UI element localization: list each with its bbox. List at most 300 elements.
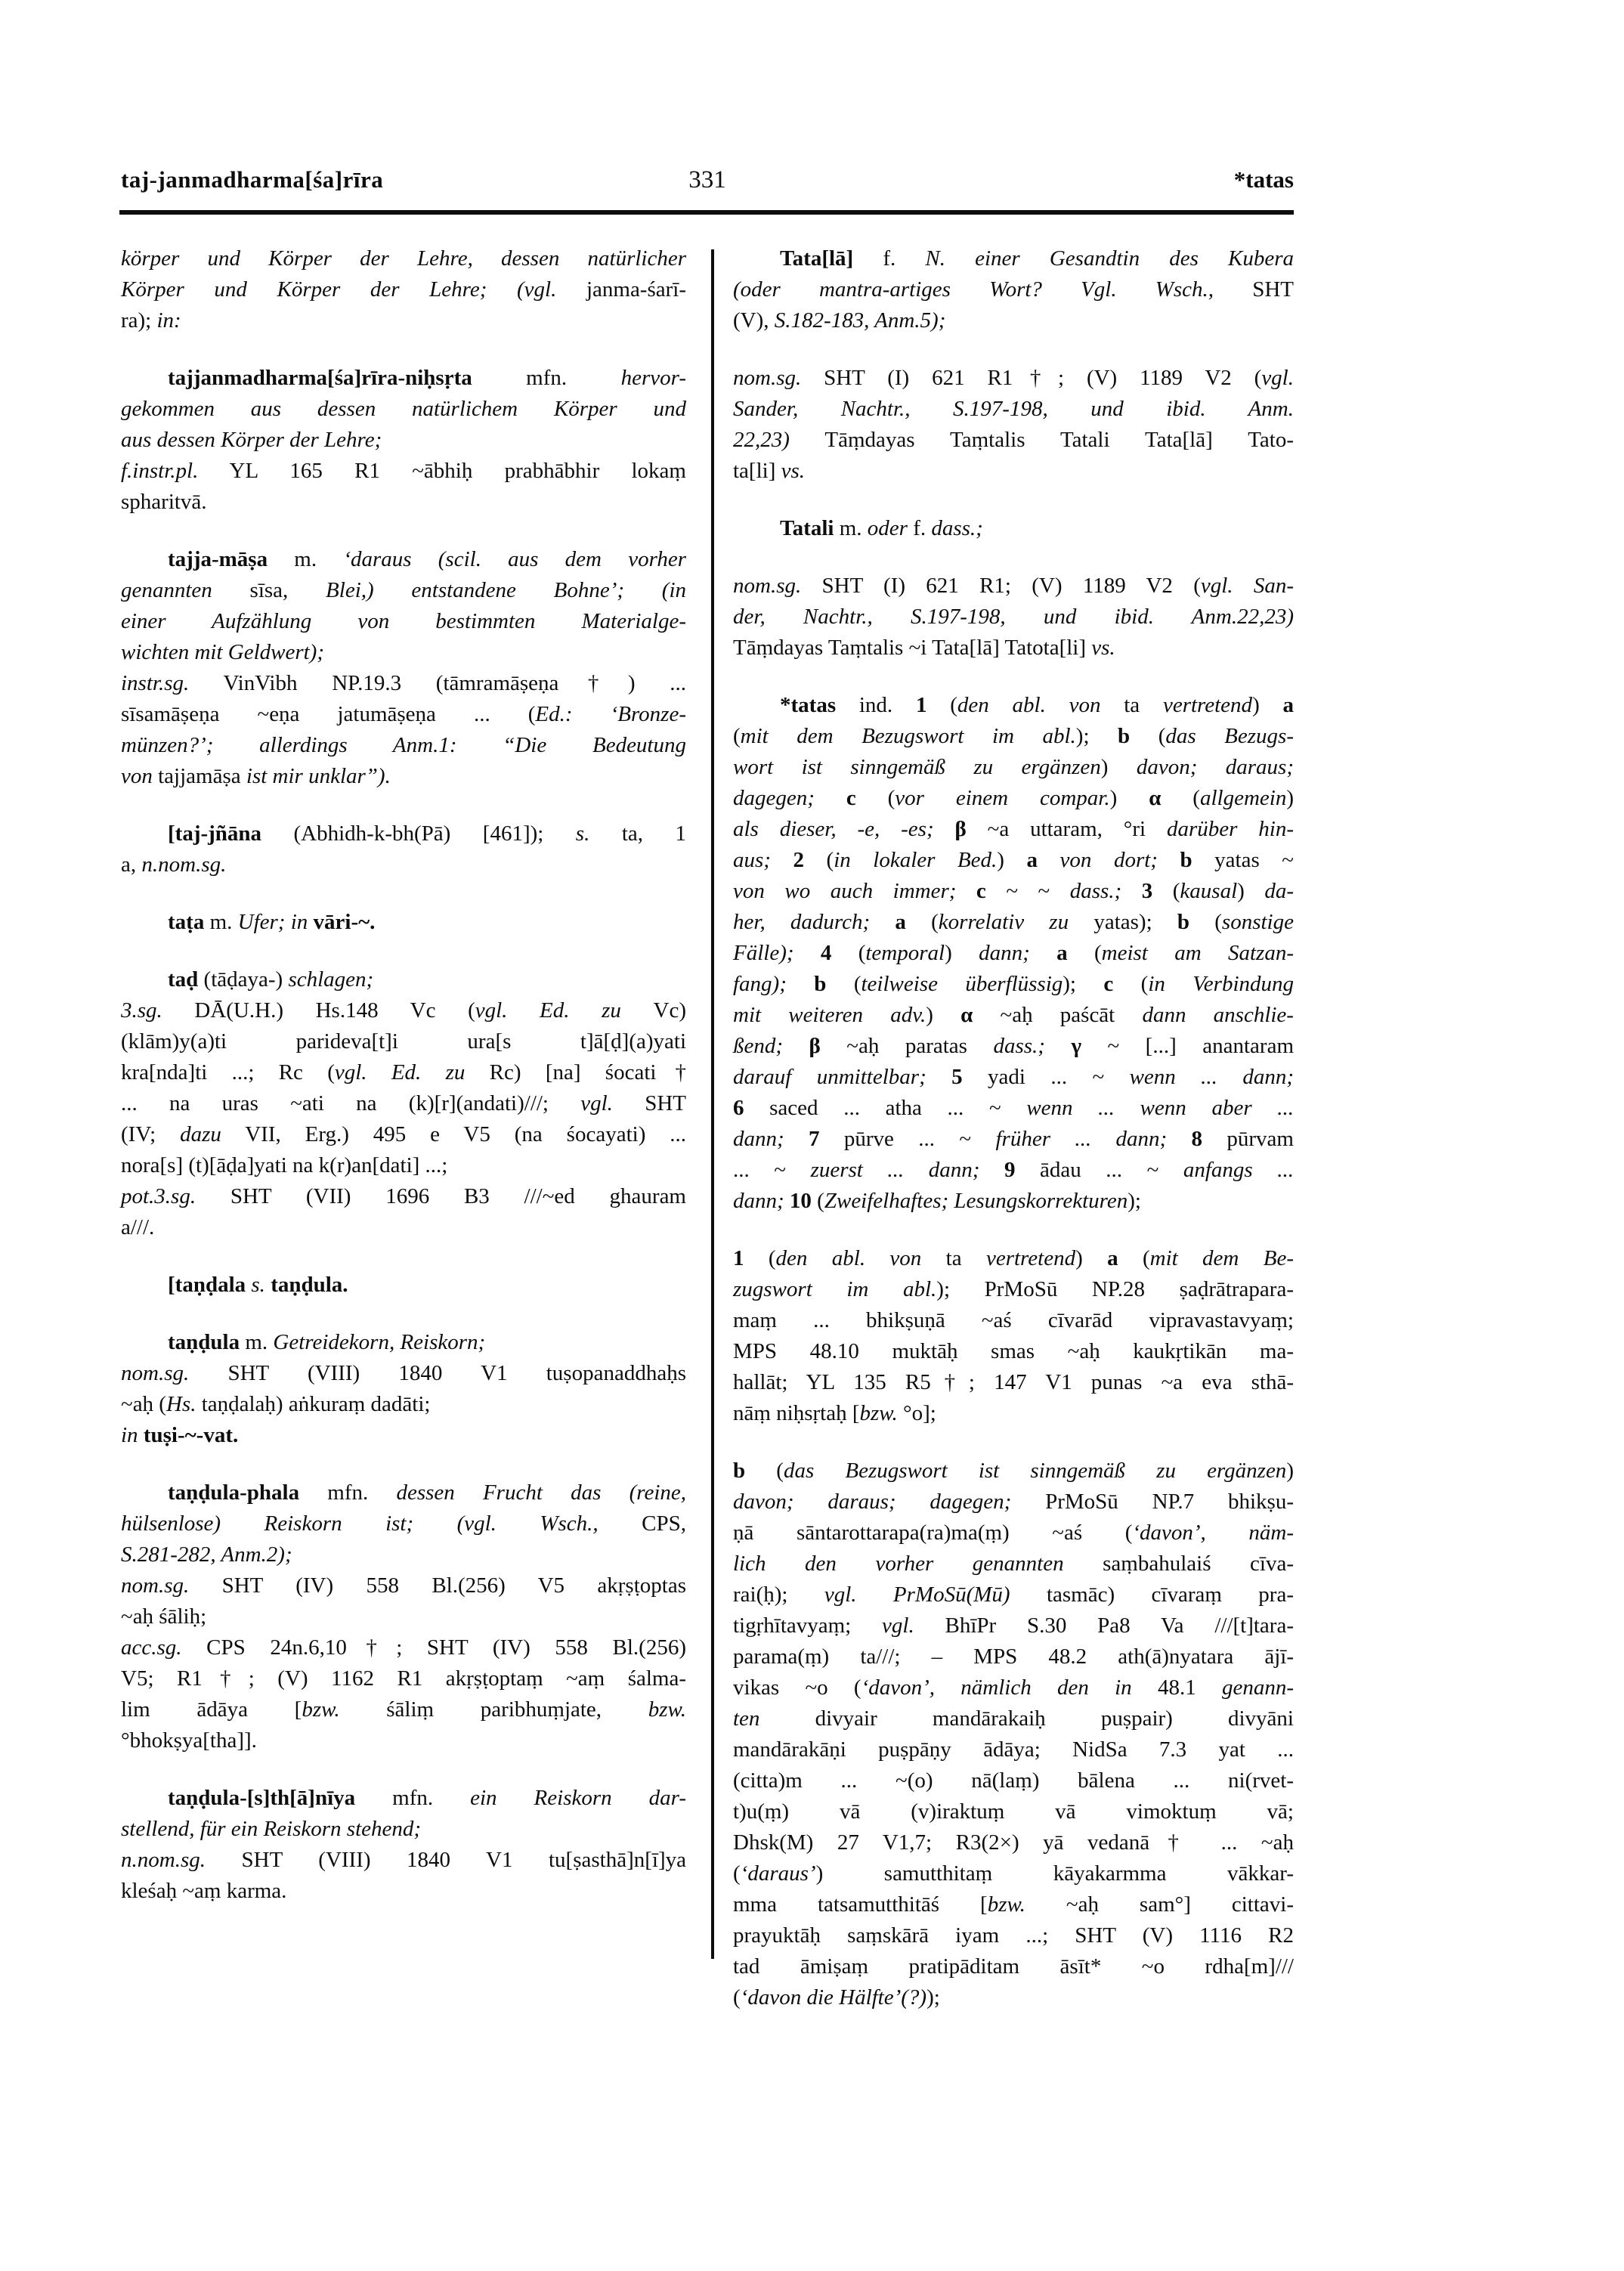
text-run: dass.; bbox=[993, 1034, 1072, 1058]
entry-paragraph bbox=[733, 1456, 1294, 2013]
text-run: hervor- bbox=[620, 366, 686, 390]
text-run: ra); bbox=[121, 308, 157, 333]
text-run: a bbox=[1026, 848, 1038, 872]
text-run: nom.sg. bbox=[733, 574, 802, 598]
text-run: temporal bbox=[865, 941, 945, 965]
text-run: mma tatsamutthitāś [ bbox=[733, 1892, 988, 1917]
text-line bbox=[733, 363, 1294, 394]
text-run: a bbox=[1282, 693, 1294, 717]
text-run: ßend; bbox=[733, 1034, 809, 1058]
text-line bbox=[121, 243, 686, 274]
text-line bbox=[121, 425, 686, 456]
text-line bbox=[733, 752, 1294, 783]
text-line bbox=[733, 1796, 1294, 1827]
text-run: körper und Körper der Lehre, dessen natürlicher bbox=[121, 246, 686, 271]
text-line bbox=[733, 1000, 1294, 1031]
text-line bbox=[121, 1783, 686, 1814]
text-line bbox=[121, 699, 686, 730]
text-run: 1 bbox=[915, 693, 927, 717]
text-run: von dort; bbox=[1038, 848, 1180, 872]
text-line bbox=[121, 1725, 686, 1756]
text-run: 3.sg. bbox=[121, 998, 162, 1023]
text-run: vs. bbox=[781, 459, 806, 483]
text-run: β bbox=[954, 817, 967, 841]
text-run: ( bbox=[1113, 972, 1149, 996]
text-run: vikas ~o ( bbox=[733, 1675, 861, 1700]
text-line bbox=[733, 1186, 1294, 1217]
text-run: ) bbox=[1286, 1459, 1294, 1483]
text-run: mandārakāṇi puṣpāṇy ādāya; NidSa 7.3 yat ... bbox=[733, 1737, 1294, 1762]
text-run: ( bbox=[1189, 910, 1222, 934]
text-run: f. bbox=[907, 516, 932, 540]
text-run: f. bbox=[853, 246, 926, 271]
text-run: aus dessen Körper der Lehre; bbox=[121, 428, 382, 452]
text-run: b bbox=[733, 1459, 746, 1483]
text-line bbox=[121, 964, 686, 995]
text-line bbox=[733, 1579, 1294, 1610]
text-line bbox=[733, 876, 1294, 907]
text-line bbox=[733, 690, 1294, 721]
text-run: Rc) [na] śocati† bbox=[489, 1060, 686, 1084]
entry-paragraph bbox=[733, 571, 1294, 664]
text-run: ... na uras ~ati na (k)[r](andati)///; bbox=[121, 1091, 581, 1115]
text-run: ten bbox=[733, 1706, 815, 1731]
text-run: ( bbox=[744, 1246, 776, 1270]
text-run: (oder mantra-artiges Wort? Vgl. Wsch., bbox=[733, 277, 1253, 302]
text-run: YL 165 R1 ~ābhiḥ prabhābhir lokaṃ bbox=[198, 459, 686, 483]
text-run: dass.; bbox=[931, 516, 983, 540]
text-run: schlagen; bbox=[288, 967, 374, 992]
text-run: ( bbox=[905, 910, 939, 934]
text-run: SHT (VII) 1696 B3 ///~ed ghauram bbox=[196, 1184, 686, 1208]
text-run: ta, 1 bbox=[589, 821, 686, 846]
text-run: °bhokṣya[tha]]. bbox=[121, 1728, 257, 1753]
text-run: b bbox=[814, 972, 827, 996]
text-run: gekommen aus dessen natürlichem Körper und bbox=[121, 397, 686, 421]
text-run: ( bbox=[1130, 724, 1166, 748]
entry-paragraph bbox=[121, 818, 686, 880]
text-run: meist am Satzan- bbox=[1101, 941, 1294, 965]
text-run: ~aḥ śāliḥ; bbox=[121, 1604, 207, 1629]
text-run: ); bbox=[926, 1985, 940, 2010]
text-run: ‘daraus’ bbox=[740, 1861, 816, 1886]
text-run: wenn ... dann; bbox=[1129, 1065, 1294, 1089]
text-run: nāṃ niḥsṛtaḥ [ bbox=[733, 1401, 860, 1425]
text-line bbox=[121, 363, 686, 394]
text-run: 48.1 bbox=[1157, 1675, 1196, 1700]
text-run: einer Aufzählung von bestimmten Materialge- bbox=[121, 609, 686, 633]
text-run: früher ... dann; bbox=[995, 1127, 1192, 1151]
text-run: ( bbox=[926, 693, 957, 717]
text-line bbox=[733, 969, 1294, 1000]
text-run: taṇḍula bbox=[168, 1330, 240, 1354]
text-line bbox=[733, 305, 1294, 336]
text-run: wenn ... wenn aber ... bbox=[1026, 1096, 1295, 1120]
text-run: taṇḍula. bbox=[264, 1273, 348, 1297]
text-run: ); bbox=[1128, 1189, 1141, 1213]
text-run: ( bbox=[745, 1459, 784, 1483]
text-run: wort ist sinngemäß zu ergänzen bbox=[733, 755, 1101, 779]
text-run: Fälle); bbox=[733, 941, 821, 965]
text-line bbox=[121, 1570, 686, 1601]
text-line bbox=[121, 849, 686, 880]
text-line bbox=[733, 1920, 1294, 1951]
text-run: tuṣi-~-vat. bbox=[143, 1423, 239, 1447]
text-run: m. bbox=[268, 547, 344, 571]
text-line bbox=[733, 243, 1294, 274]
text-run: nom.sg. bbox=[121, 1361, 190, 1385]
text-run: dagegen; bbox=[733, 786, 846, 810]
text-run: in: bbox=[156, 308, 181, 333]
text-line bbox=[121, 1508, 686, 1539]
text-run: ādau ... ~ bbox=[1015, 1158, 1183, 1182]
text-run: ind. bbox=[836, 693, 916, 717]
text-run: allgemein bbox=[1199, 786, 1287, 810]
text-run: vgl. bbox=[882, 1614, 914, 1638]
text-run: SHT (I) 621 R1; (V) 1189 V2 ( bbox=[801, 574, 1201, 598]
text-run: a bbox=[1107, 1246, 1118, 1270]
text-run: S.281-282, Anm.2); bbox=[121, 1542, 292, 1567]
text-run: maṃ ... bhikṣuṇā ~aś cīvarād vipravastavyaṃ; bbox=[733, 1308, 1294, 1332]
text-line bbox=[121, 1119, 686, 1150]
text-run: ‘davon’, nämlich den in bbox=[861, 1675, 1158, 1700]
text-line bbox=[733, 1398, 1294, 1429]
text-line bbox=[733, 1155, 1294, 1186]
text-run: °o]; bbox=[897, 1401, 936, 1425]
text-line bbox=[733, 783, 1294, 814]
text-line bbox=[121, 575, 686, 606]
text-run: ‘davon die Hälfte’(?) bbox=[740, 1985, 927, 2010]
header-rule bbox=[119, 210, 1294, 215]
text-run: [taj-jñāna bbox=[168, 821, 262, 846]
entry-paragraph bbox=[733, 243, 1294, 336]
text-line bbox=[121, 1150, 686, 1181]
text-run: hallāt; YL 135 R5†; 147 V1 punas ~a eva sthā- bbox=[733, 1370, 1294, 1394]
text-run: SHT (VIII) 1840 V1 tu[ṣasthā]n[ī]ya bbox=[205, 1848, 686, 1872]
text-run: nom.sg. bbox=[121, 1573, 190, 1598]
text-run: wichten mit Geldwert); bbox=[121, 640, 325, 664]
text-run: ( bbox=[733, 1861, 741, 1886]
text-run: ( bbox=[826, 972, 861, 996]
text-run: yadi ... ~ bbox=[962, 1065, 1130, 1089]
text-run: sonstige bbox=[1221, 910, 1294, 934]
text-run: ) samutthitaṃ kāyakarmma vākkar- bbox=[815, 1861, 1294, 1886]
text-run: śāliṃ paribhuṃjate, bbox=[339, 1697, 648, 1722]
text-run: ta[li] bbox=[733, 459, 781, 483]
entry-paragraph bbox=[121, 1327, 686, 1358]
text-line bbox=[733, 1549, 1294, 1579]
text-line bbox=[121, 1663, 686, 1694]
text-run: 8 bbox=[1191, 1127, 1203, 1151]
text-run: ein Reiskorn dar- bbox=[470, 1786, 686, 1810]
text-run: tasmāc) cīvaraṃ pra- bbox=[1010, 1583, 1294, 1607]
text-run: prayuktāḥ saṃskārā iyam ...; SHT (V) 1116 R2 bbox=[733, 1923, 1294, 1948]
text-run: den abl. von bbox=[775, 1246, 946, 1270]
text-run: ) bbox=[1286, 786, 1294, 810]
running-header bbox=[121, 163, 1294, 196]
text-line bbox=[121, 1601, 686, 1632]
text-run: ); bbox=[1075, 724, 1118, 748]
text-run: vgl. PrMoSū(Mū) bbox=[824, 1583, 1010, 1607]
text-line bbox=[121, 1814, 686, 1845]
text-run: ) bbox=[1252, 693, 1283, 717]
text-line bbox=[121, 544, 686, 575]
text-line bbox=[121, 818, 686, 849]
text-run: tajja-māṣa bbox=[168, 547, 268, 571]
text-run: ) bbox=[1237, 879, 1265, 903]
text-run: parama(ṃ) ta///; – MPS 48.2 ath(ā)nyatara ājī- bbox=[733, 1644, 1294, 1669]
text-line bbox=[121, 1212, 686, 1243]
text-run: ) bbox=[1075, 1246, 1108, 1270]
text-run: das Bezugswort ist sinngemäß zu ergänzen bbox=[783, 1459, 1287, 1483]
text-run: zugswort im abl. bbox=[733, 1277, 937, 1301]
text-run: bzw. bbox=[302, 1697, 340, 1722]
text-run: 7 bbox=[809, 1127, 820, 1151]
text-line bbox=[121, 1420, 686, 1451]
text-run: dann; bbox=[733, 1127, 809, 1151]
text-run: dass.; bbox=[1069, 879, 1142, 903]
entry-paragraph bbox=[121, 1477, 686, 1570]
text-run: SHT bbox=[1252, 277, 1294, 302]
text-run: saced ... atha ... ~ bbox=[744, 1096, 1027, 1120]
text-line bbox=[121, 1389, 686, 1420]
text-run: 2 bbox=[793, 848, 804, 872]
text-run: b bbox=[1118, 724, 1131, 748]
text-run: ( bbox=[1118, 1246, 1150, 1270]
text-run: dann; bbox=[733, 1189, 790, 1213]
text-run: f.instr.pl. bbox=[121, 459, 199, 483]
entry-paragraph bbox=[121, 1420, 686, 1451]
text-line bbox=[733, 1827, 1294, 1858]
text-run: (citta)m ... ~(o) nā(laṃ) bālena ... ni(rvet- bbox=[733, 1768, 1294, 1793]
text-line bbox=[733, 1274, 1294, 1305]
text-line bbox=[121, 487, 686, 518]
text-run: acc.sg. bbox=[121, 1635, 182, 1660]
text-line bbox=[733, 602, 1294, 633]
text-line bbox=[733, 938, 1294, 969]
text-run: ( bbox=[811, 1189, 824, 1213]
text-run: taṇḍula-[s]th[ā]nīya bbox=[168, 1786, 356, 1810]
text-line bbox=[733, 1336, 1294, 1367]
text-line bbox=[733, 907, 1294, 938]
text-run: spharitvā. bbox=[121, 490, 207, 514]
entry-paragraph bbox=[121, 544, 686, 668]
text-run: korrelativ zu bbox=[938, 910, 1094, 934]
text-run: vāri-~. bbox=[313, 910, 376, 934]
text-line bbox=[733, 1703, 1294, 1734]
running-head-right: *tatas bbox=[1233, 166, 1294, 193]
text-run: a bbox=[1056, 941, 1068, 965]
entry-paragraph bbox=[121, 1783, 686, 1845]
text-run: (V), bbox=[733, 308, 775, 333]
text-run: mit dem Bezugswort im abl. bbox=[740, 724, 1076, 748]
text-run: da- bbox=[1264, 879, 1294, 903]
text-run: mfn. bbox=[472, 366, 621, 390]
text-line bbox=[121, 1026, 686, 1057]
text-line bbox=[733, 1243, 1294, 1274]
text-line bbox=[733, 633, 1294, 664]
text-run: vertretend bbox=[961, 1246, 1076, 1270]
text-run: tigṛhītavyaṃ; bbox=[733, 1614, 883, 1638]
entry-paragraph bbox=[121, 1181, 686, 1243]
text-run: vertretend bbox=[1140, 693, 1253, 717]
text-run: (tāḍaya-) bbox=[198, 967, 289, 992]
text-line bbox=[121, 1270, 686, 1301]
text-run: Sander, Nachtr., S.197-198, und ibid. Anm. bbox=[733, 397, 1294, 421]
text-run: 1 bbox=[733, 1246, 744, 1270]
page-number: 331 bbox=[688, 166, 726, 193]
text-run: tad āmiṣaṃ pratipāditam āsīt* ~o rdha[m]/// bbox=[733, 1954, 1294, 1979]
text-run: vor einem compar. bbox=[895, 786, 1110, 810]
text-run: vgl. Ed. zu bbox=[475, 998, 654, 1023]
text-run: ( bbox=[1067, 941, 1102, 965]
text-run: 4 bbox=[820, 941, 832, 965]
text-line bbox=[121, 1845, 686, 1876]
text-run: ~aḥ paścāt bbox=[973, 1003, 1143, 1027]
text-run: ( bbox=[855, 786, 896, 810]
text-run: MPS 48.10 muktāḥ smas ~aḥ kaukṛtikān ma- bbox=[733, 1339, 1294, 1363]
text-run: der, Nachtr., S.197-198, und ibid. Anm.22,23) bbox=[733, 605, 1294, 629]
text-run: Tatali bbox=[780, 516, 834, 540]
text-run: dann; bbox=[979, 941, 1057, 965]
text-run: dazu bbox=[180, 1122, 221, 1146]
text-line bbox=[121, 456, 686, 487]
text-run: ‘davon’, näm- bbox=[1132, 1521, 1294, 1545]
text-run: a///. bbox=[121, 1215, 155, 1239]
text-line bbox=[121, 1057, 686, 1088]
text-run: nom.sg. bbox=[733, 366, 802, 390]
text-run: ) bbox=[997, 848, 1027, 872]
text-line bbox=[733, 1610, 1294, 1641]
text-line bbox=[733, 1062, 1294, 1093]
text-run: ... ~ bbox=[733, 1158, 811, 1182]
text-run: CPS, bbox=[642, 1511, 686, 1536]
text-run: ta bbox=[945, 1246, 962, 1270]
text-run: ); bbox=[1063, 972, 1104, 996]
text-run: ~ [...] anantaram bbox=[1081, 1034, 1294, 1058]
text-run: bzw. bbox=[987, 1892, 1025, 1917]
text-line bbox=[733, 1951, 1294, 1982]
text-run: Zweifelhaftes; Lesungskorrekturen bbox=[824, 1189, 1128, 1213]
text-run: c bbox=[976, 879, 986, 903]
text-run: taṭa bbox=[168, 910, 205, 934]
text-run: c bbox=[1103, 972, 1114, 996]
text-run: ~aḥ ( bbox=[121, 1392, 166, 1416]
text-run: Hs. bbox=[165, 1392, 196, 1416]
text-run: münzen?’; allerdings Anm.1: “Die Bedeutung bbox=[121, 733, 686, 757]
entry-paragraph bbox=[733, 1243, 1294, 1429]
text-run: BhīPr S.30 Pa8 Va ///[t]tara- bbox=[914, 1614, 1294, 1638]
text-line bbox=[733, 1031, 1294, 1062]
text-run: Dhsk(M) 27 V1,7; R3(2×) yā vedanā† ... ~aḥ bbox=[733, 1830, 1294, 1855]
text-run: vgl. bbox=[1261, 366, 1294, 390]
text-run: tajjanmadharma[śa]rīra-niḥsṛta bbox=[168, 366, 472, 390]
text-run: Körper und Körper der Lehre; (vgl. bbox=[121, 277, 586, 302]
text-run: taṇḍalaḥ) aṅkuraṃ dadāti; bbox=[196, 1392, 431, 1416]
text-run: darauf unmittelbar; bbox=[733, 1065, 952, 1089]
text-line bbox=[121, 1181, 686, 1212]
entry-paragraph bbox=[121, 1570, 686, 1632]
text-run: V5; R1†; (V) 1162 R1 akṛṣṭoptaṃ ~aṃ śalma- bbox=[121, 1666, 686, 1691]
text-line bbox=[733, 1734, 1294, 1765]
text-run: ( bbox=[733, 724, 741, 748]
text-run: ṇā sāntarottarapa(ra)ma(ṃ) ~aś ( bbox=[733, 1521, 1133, 1545]
text-run: dann anschlie- bbox=[1142, 1003, 1294, 1027]
text-line bbox=[733, 1982, 1294, 2013]
text-line bbox=[121, 305, 686, 336]
text-line bbox=[733, 513, 1294, 544]
text-run: ~ ~ bbox=[985, 879, 1070, 903]
text-run: SHT (VIII) 1840 V1 tuṣopanaddhaḥs bbox=[189, 1361, 686, 1385]
text-run: taṇḍula-phala bbox=[168, 1480, 300, 1505]
text-run: Tāṃdayas Taṃtalis Tatali Tata[lā] Tato- bbox=[789, 428, 1294, 452]
text-run: davon; daraus; bbox=[1136, 755, 1294, 779]
text-run: (Abhidh-k-bh(Pā) [461]); bbox=[261, 821, 576, 846]
text-run: als dieser, -e, -es; bbox=[733, 817, 955, 841]
text-run: das Bezugs- bbox=[1165, 724, 1294, 748]
entry-paragraph bbox=[121, 243, 686, 336]
text-line bbox=[733, 1487, 1294, 1518]
text-run: taḍ bbox=[168, 967, 199, 992]
text-line bbox=[733, 1124, 1294, 1155]
text-line bbox=[733, 1305, 1294, 1336]
text-run: ( bbox=[733, 1985, 741, 2010]
text-line bbox=[733, 456, 1294, 487]
text-line bbox=[121, 761, 686, 792]
entry-paragraph bbox=[121, 907, 686, 938]
text-line bbox=[733, 1765, 1294, 1796]
text-run: fang); bbox=[733, 972, 815, 996]
text-run: N. einer Gesandtin des Kubera bbox=[925, 246, 1294, 271]
text-run: S.182-183, Anm.5); bbox=[774, 308, 946, 333]
text-run: a bbox=[895, 910, 906, 934]
entry-paragraph bbox=[121, 995, 686, 1181]
entry-paragraph bbox=[121, 1632, 686, 1756]
text-run: von bbox=[121, 764, 159, 788]
text-line bbox=[121, 1539, 686, 1570]
text-line bbox=[121, 274, 686, 305]
text-line bbox=[121, 1327, 686, 1358]
text-run: 3 bbox=[1141, 879, 1153, 903]
text-run: [taṇḍala bbox=[168, 1273, 252, 1297]
text-run: kleśaḥ ~aṃ karma. bbox=[121, 1879, 287, 1903]
text-run: α bbox=[960, 1003, 973, 1027]
text-run: pūrve ... ~ bbox=[819, 1127, 996, 1151]
text-run: ~a uttaram, °ri bbox=[966, 817, 1167, 841]
text-line bbox=[733, 721, 1294, 752]
text-line bbox=[733, 1456, 1294, 1487]
text-line bbox=[733, 1672, 1294, 1703]
text-run: janma-śarī- bbox=[586, 277, 686, 302]
text-run: ( bbox=[831, 941, 866, 965]
text-run: m. bbox=[204, 910, 238, 934]
text-line bbox=[733, 571, 1294, 602]
text-run: ) bbox=[926, 1003, 961, 1027]
text-line bbox=[733, 1367, 1294, 1398]
text-line bbox=[121, 1358, 686, 1389]
text-line bbox=[121, 1876, 686, 1907]
text-run: kra[nda]ti ...; Rc ( bbox=[121, 1060, 335, 1084]
text-run: CPS 24n.6,10†; SHT (IV) 558 Bl.(256) bbox=[181, 1635, 686, 1660]
text-run: ); PrMoSū NP.28 ṣaḍrātrapara- bbox=[936, 1277, 1294, 1301]
text-run: pūrvam bbox=[1202, 1127, 1294, 1151]
text-run: Vc) bbox=[653, 998, 686, 1023]
text-run: b bbox=[1180, 848, 1192, 872]
text-line bbox=[121, 907, 686, 938]
text-run: m. bbox=[240, 1330, 274, 1354]
text-run: sīsamāṣeṇa ~eṇa jatumāṣeṇa ... ( bbox=[121, 702, 536, 726]
left-column bbox=[121, 243, 686, 1907]
